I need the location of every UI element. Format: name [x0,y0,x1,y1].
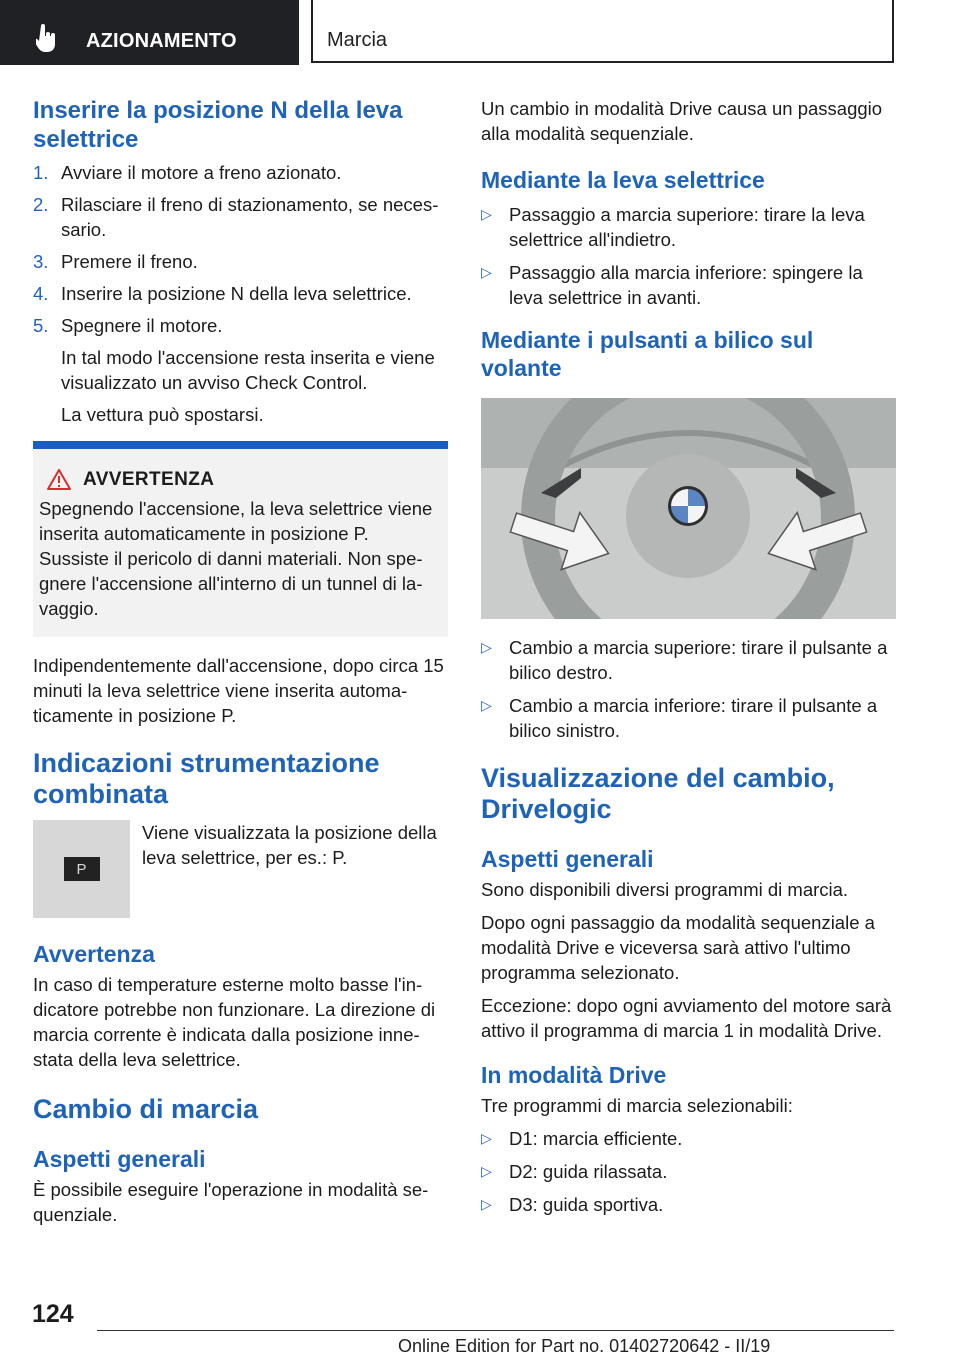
steering-wheel-paddles-image [481,398,896,619]
step-number: 3. [33,251,49,272]
section-tab [0,0,299,65]
warning-title: AVVERTENZA [83,469,215,490]
step5-note: La vettura può spostarsi. [61,404,264,425]
warning-text: Spegnendo l'accensione, la leva selettrice viene inserita automaticamente in posizione P. Sussiste il pericolo di danni materiali. Non spe‐gnere l'accensione all'interno di un tunnel di la‐vaggio. [39,498,433,619]
list-item [481,260,896,310]
page-header [311,0,894,63]
paragraph: Un cambio in modalità Drive causa un passaggio alla modalità sequenziale. [481,98,883,144]
gear-letter: P [76,860,87,878]
heading-aspetti-right: Aspetti generali [481,846,654,872]
heading-cambio: Cambio di marcia [33,1094,259,1124]
list-item [33,313,448,338]
paragraph: In caso di temperature esterne molto basse l'in‐dicatore potrebbe non funzionare. La direzione di marcia corrente è indicata dalla posizione inne‐stata della leva selettrice. [33,974,436,1070]
right-column [481,96,896,1225]
list-item [481,1126,896,1151]
indicator-text: Viene visualizzata la posizione della leva selettrice, per es.: P. [142,822,437,868]
heading-visualizzazione: Visualizzazione del cambio, Drivelogic [481,763,835,824]
list-item [481,635,896,685]
list-text: D2: guida rilassata. [509,1161,668,1182]
paragraph: Tre programmi di marcia selezionabili: [481,1095,793,1116]
triangle-bullet-icon: ▷ [481,264,492,280]
list-item [33,281,448,306]
step-text: Rilasciare il freno di stazionamento, se neces‐sario. [61,194,439,240]
triangle-bullet-icon: ▷ [481,639,492,655]
footer-divider [97,1330,894,1331]
warning-bar [33,441,448,449]
pulsanti-list [481,635,896,743]
list-item [481,693,896,743]
step-text: Premere il freno. [61,251,198,272]
step-number: 2. [33,194,49,215]
gear-indicator-image [33,820,130,918]
triangle-bullet-icon: ▷ [481,1130,492,1146]
list-text: D1: marcia efficiente. [509,1128,683,1149]
triangle-bullet-icon: ▷ [481,1196,492,1212]
warning-box [33,449,448,637]
list-text: Cambio a marcia inferiore: tirare il pulsante a bilico sinistro. [509,695,878,741]
step-number: 4. [33,283,49,304]
drive-list [481,1126,896,1217]
step-number: 5. [33,315,49,336]
footer-edition: Online Edition for Part no. 01402720642 - II/19 [398,1336,771,1356]
heading-pulsanti: Mediante i pulsanti a bilico sul volante [481,327,814,381]
page-number: 124 [32,1300,74,1328]
heading-aspetti: Aspetti generali [33,1146,206,1172]
page-title: Marcia [327,29,388,51]
list-text: Passaggio alla marcia inferiore: spingere la leva selettrice in avanti. [509,262,863,308]
triangle-bullet-icon: ▷ [481,206,492,222]
list-item [481,1192,896,1217]
steps-list [33,160,448,338]
list-item [33,192,448,242]
list-item [33,160,448,185]
heading-inserire-n: Inserire la posizione N della leva selettrice [33,97,403,153]
gear-display-icon [64,857,100,881]
paragraph: È possibile eseguire l'operazione in modalità se‐quenziale. [33,1179,429,1225]
hand-pointer-icon [36,24,58,54]
warning-triangle-icon [47,469,71,490]
paragraph: Indipendentemente dall'accensione, dopo circa 15 minuti la leva selettrice viene inserita automa‐ticamente in posizione P. [33,655,444,726]
list-text: Passaggio a marcia superiore: tirare la leva selettrice all'indietro. [509,204,865,250]
step5-note: In tal modo l'accensione resta inserita e viene visualizzato un avviso Check Control. [61,347,435,393]
list-item [481,202,896,252]
triangle-bullet-icon: ▷ [481,1163,492,1179]
heading-drive: In modalità Drive [481,1062,667,1088]
paragraph: Dopo ogni passaggio da modalità sequenziale a modalità Drive e viceversa sarà attivo l'ultimo programma selezionato. [481,912,875,983]
heading-avvertenza: Avvertenza [33,941,155,967]
list-item [33,249,448,274]
triangle-bullet-icon: ▷ [481,697,492,713]
step-text: Inserire la posizione N della leva selettrice. [61,283,412,304]
indicator-row [33,820,448,918]
left-column [33,96,448,1227]
heading-indicazioni: Indicazioni strumentazione combinata [33,748,380,809]
paragraph: Eccezione: dopo ogni avviamento del motore sarà attivo il programma di marcia 1 in modalità Drive. [481,995,892,1041]
section-title: AZIONAMENTO [86,30,237,52]
leva-list [481,202,896,310]
step-text: Avviare il motore a freno azionato. [61,162,342,183]
paragraph: Sono disponibili diversi programmi di marcia. [481,879,849,900]
step-number: 1. [33,162,49,183]
heading-leva: Mediante la leva selettrice [481,167,765,193]
list-text: D3: guida sportiva. [509,1194,664,1215]
list-text: Cambio a marcia superiore: tirare il pulsante a bilico destro. [509,637,888,683]
list-item [481,1159,896,1184]
step-text: Spegnere il motore. [61,315,223,336]
